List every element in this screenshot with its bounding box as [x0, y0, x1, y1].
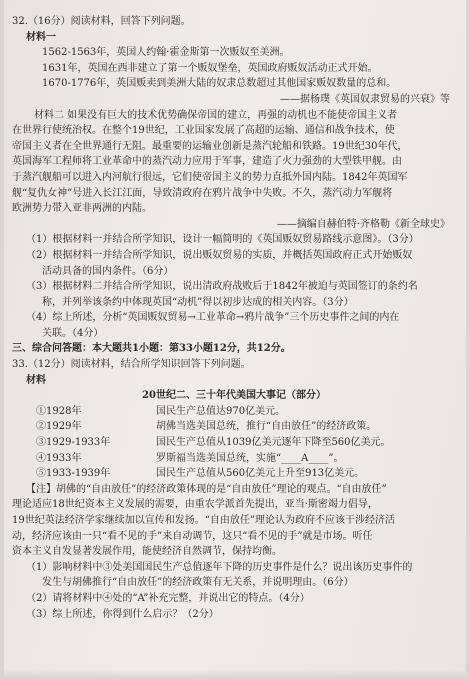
table-row: [36, 419, 456, 435]
note-line: 动，经济应该由一只“看不见的手”来自动调节，这只“看不见的手”就是市场。听任: [12, 530, 373, 542]
table-row: [36, 451, 456, 467]
question-item: （2）请将材料中④处的“A”补充完整，并说出它的特点。（4分）: [26, 592, 310, 604]
material-title: 材料: [26, 374, 46, 386]
question-item: 关联。（4分）: [42, 327, 104, 339]
row-event: 国民生产总值从1039亿美元逐年下降至560亿美元。: [156, 437, 391, 449]
material-2-line: 于蒸汽舰船可以进入内河航行很远，它们使帝国主义的势力直抵外国内陆。1842年英国军: [12, 171, 408, 183]
material-2-line: 舰“复仇女神”号进入长江江面，导致清政府在鸦片战争中失败。不久，蒸汽动力军舰将: [12, 187, 393, 199]
material-1-line: 1562-1563年，英国人约翰·霍金斯第一次贩奴至美洲。: [42, 47, 290, 59]
material-2-line: 欧洲势力带入亚非两洲的内陆。: [12, 203, 152, 215]
q33-heading: 33.（12分）阅读材料，结合所学知识回答下列问题。: [12, 359, 251, 371]
material-1-title: 材料一: [26, 31, 56, 43]
material-2-line: 在世界行使统治权。在整个19世纪，工业国家发展了高超的运输、通信和战争技术，使: [12, 125, 395, 137]
section-3-heading: 三、综合问答题：本大题共1小题：第33小题12分，共12分。: [12, 343, 291, 355]
exam-page: [4, 0, 466, 679]
question-item: （3）根据材料二并结合所学知识，说出清政府战败后于1842年被迫与英国签订的条约名: [26, 281, 418, 293]
row-event: 国民生产总值从560亿美元上升至913亿美元。: [156, 468, 365, 480]
note-line: 理论适应18世纪资本主义发展的需要，由重农学派首先提出，亚当·斯密竭力倡导，: [12, 499, 378, 511]
material-1-line: 1670-1776年，英国贩卖到美洲大陆的奴隶总数超过其他国家贩奴数量的总和。: [42, 78, 397, 90]
question-item: （3）综上所述，你得到什么启示？（2分）: [26, 608, 219, 620]
question-item: 活动具备的国内条件。（6分）: [42, 265, 174, 277]
events-table: [36, 404, 456, 482]
page-edge-shadow: [4, 669, 466, 679]
question-item: （2）根据材料一并结合所学知识，说出贩奴贸易的实质，并概括英国政府正式开始贩奴: [26, 249, 413, 261]
material-2-line: 帝国主义者在全世界通行无阻。最重要的运输业创新是蒸汽轮船和铁路。19世纪30年代，: [12, 140, 408, 152]
question-item: （1）影响材料中③处美国国民生产总值逐年下降的历史事件是什么？说出该历史事件的: [26, 561, 413, 573]
material-2-source: ——摘编自赫伯特·齐格勒《新全球史》: [276, 218, 450, 230]
material-1-line: 1631年，英国在西非建立了第一个贩奴堡垒，英国政府贩奴活动正式开始。: [42, 62, 378, 74]
table-row: [36, 435, 456, 451]
table-row: [36, 404, 456, 420]
note-line: 19世纪英法经济学家继续加以宣传和发扬。“自由放任”理论认为政府不应该干涉经济活: [12, 515, 395, 526]
material-2-line: 材料二 如果没有巨大的技术优势确保帝国的建立，再强的动机也不能使帝国主义者: [34, 109, 398, 121]
table-row: [36, 466, 456, 482]
table-title: 20世纪二、三十年代美国大事记（部分）: [142, 390, 326, 402]
question-item: （4）综上所述，分析“英国贩奴贸易→工业革命→鸦片战争”三个历史事件之间的内在: [26, 312, 400, 324]
q32-heading: 32.（16分）阅读材料，回答下列问题。: [12, 16, 191, 27]
row-date: ①1928年: [36, 405, 82, 417]
note-line: 资本主义自发显著发展作用，能使经济自然调节，保持均衡。: [12, 546, 282, 558]
question-item: （1）根据材料一并结合所学知识，设计一幅简明的《英国贩奴贸易路线示意图》。（3分）: [26, 234, 419, 246]
row-date: ⑤1933-1939年: [36, 468, 111, 480]
row-event: 罗斯福当选美国总统，实施“____A____”。: [156, 452, 344, 464]
material-1-source: ——据杨璞《英国奴隶贸易的兴衰》等: [280, 93, 450, 105]
note-line: 【注】胡佛的“自由放任”的经济政策体现的是“自由放任”理论的观点。“自由放任”: [26, 483, 387, 495]
question-item: 称，并列举该条约中体现英国“动机”得以初步达成的相关内容。（3分）: [42, 296, 354, 308]
row-date: ④1933年: [36, 452, 82, 464]
row-date: ③1929-1933年: [36, 437, 111, 449]
row-event: 国民生产总值达970亿美元。: [156, 405, 286, 417]
row-date: ②1929年: [36, 421, 82, 433]
material-2-line: 英国海军工程师将工业革命中的蒸汽动力应用于军事，建造了火力强劲的大型铁甲舰。由: [12, 156, 402, 168]
row-event: 胡佛当选美国总统，推行“自由放任”的经济政策。: [156, 421, 377, 433]
question-item: 发生与胡佛推行“自由放任”的经济政策有无关系，并说明理由。（6分）: [42, 577, 354, 589]
